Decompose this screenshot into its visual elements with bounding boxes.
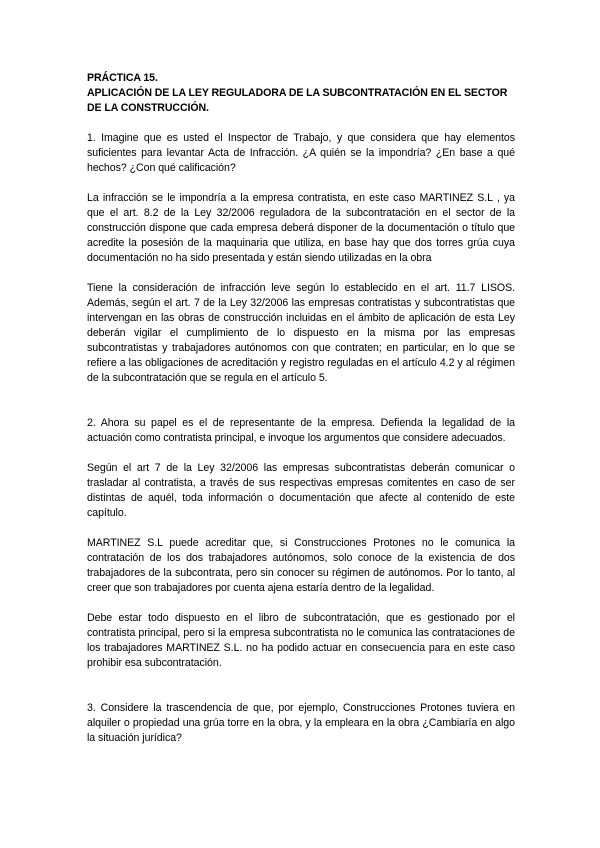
- answer-1-paragraph-2: Tiene la consideración de infracción leve según lo establecido en el art. 11.7 LISOS. Además, según el art. 7 de la Ley 32/2006 las empresas contratistas y subcontratistas que intervengan en las obras de construcción incluidas en el ámbito de aplicación de esta Ley deberán vigilar el cumplimiento de lo dispuesto en la misma por las empresas subcontratistas y trabajadores autónomos con que contraten; en particular, en lo que se refiere a las obligaciones de acreditación y registro reguladas en el artículo 4.2 y al régimen de la subcontratación que se regula en el artículo 5.: [87, 282, 515, 384]
- question-2: 2. Ahora su papel es el de representante de la empresa. Defienda la legalidad de la actuación como contratista principal, e invoque los argumentos que considere adecuados.: [87, 417, 515, 444]
- answer-2-paragraph-3: Debe estar todo dispuesto en el libro de subcontratación, que es gestionado por el contratista principal, pero si la empresa subcontratista no le comunica las contrataciones de los trabajadores MARTINEZ S.L. no ha podido actuar en consecuencia para en este caso prohibir esa subcontratación.: [87, 612, 515, 669]
- answer-2-paragraph-1: Según el art 7 de la Ley 32/2006 las empresas subcontratistas deberán comunicar o trasladar al contratista, a través de sus respectivas empresas comitentes en caso de ser distintas de aquél, toda información o documentación que afecte al contenido de este capítulo.: [87, 462, 515, 519]
- answer-2-paragraph-2: MARTINEZ S.L puede acreditar que, si Construcciones Protones no le comunica la contratación de los dos trabajadores autónomos, solo conoce de la existencia de dos trabajadores de la subcontrata, pero sin conocer su régimen de autónomos. Por lo tanto, al creer que son trabajadores por cuenta ajena estaría dentro de la legalidad.: [87, 537, 515, 594]
- question-3: 3. Considere la trascendencia de que, por ejemplo, Construcciones Protones tuviera en alquiler o propiedad una grúa torre en la obra, y la empleara en la obra ¿Cambiaría en algo la situación jurídica?: [87, 702, 515, 744]
- question-1: 1. Imagine que es usted el Inspector de Trabajo, y que considera que hay elementos suficientes para levantar Acta de Infracción. ¿A quién se la impondría? ¿En base a qué hechos? ¿Con qué calificación?: [87, 132, 515, 174]
- document-body: [87, 71, 515, 746]
- answer-1-paragraph-1: La infracción se le impondría a la empresa contratista, en este caso MARTINEZ S.L , ya que el art. 8.2 de la Ley 32/2006 reguladora de la subcontratación en el sector de la construcción dispone que cada empresa deberá disponer de la documentación o título que acredite la posesión de la maquinaria que utiliza, en base hay que dos torres grúa cuya documentación no ha sido presentada y están siendo utilizadas en la obra: [87, 192, 515, 264]
- practice-title: APLICACIÓN DE LA LEY REGULADORA DE LA SUBCONTRATACIÓN EN EL SECTOR DE LA CONSTRUCCIÓN.: [87, 87, 508, 114]
- practice-number: PRÁCTICA 15.: [87, 72, 158, 84]
